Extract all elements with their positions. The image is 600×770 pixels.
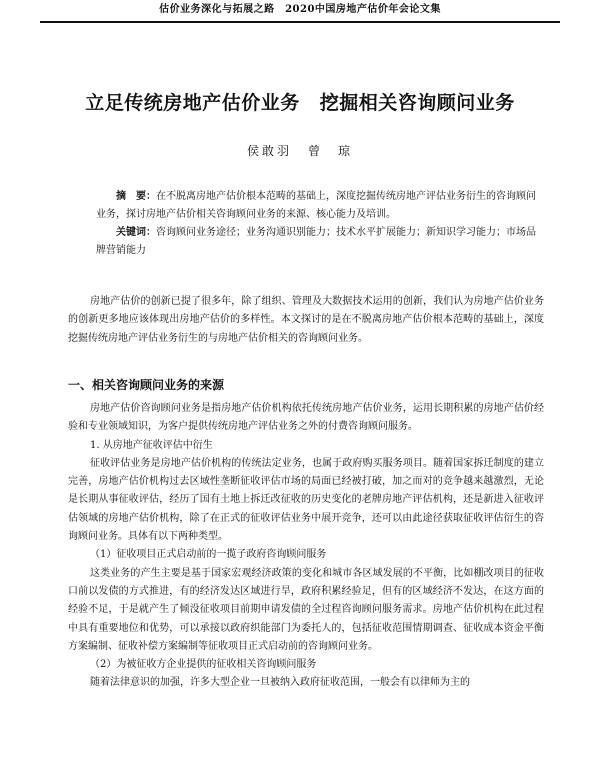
abstract-label: 摘 要： [116,191,156,202]
authors [0,142,600,159]
keywords-text: 咨询顾问业务途径；业务沟通识别能力；技术水平扩展能力；新知识学习能力；市场品牌营销能力 [96,227,536,256]
title-part-1: 立足传统房地产估价业务 [85,92,300,114]
subsubsection-2-paragraph: 随着法律意识的加强，许多大型企业一旦被纳入政府征收范围，一般会有以律师为主的 [90,677,470,689]
author-1: 侯敢羽 [246,144,292,158]
keywords-label: 关键词： [116,227,156,238]
header-rule [40,21,560,23]
article-title [0,88,600,115]
abstract-block [96,188,541,260]
subsection-1-heading: 1. 从房地产征收评估中衍生 [90,439,213,451]
section-1-body [68,400,544,693]
title-part-2: 挖掘相关咨询顾问业务 [319,92,515,114]
section-1-paragraph-1: 房地产估价咨询顾问业务是指房地产估价机构依托传统房地产估价业务，运用长期积累的房地产估价经验和专业领域知识，为客户提供传统房地产评估业务之外的付费咨询顾问服务。 [68,403,544,433]
intro-block [68,293,544,348]
abstract-text: 在不脱离房地产估价根本范畴的基础上，深度挖掘传统房地产评估业务衍生的咨询顾问业务，探讨房地产估价相关咨询顾问业务的来源、核心能力及培训。 [96,191,536,220]
intro-paragraph: 房地产估价的创新已提了很多年，除了组织、管理及大数据技术运用的创新，我们认为房地产估价业务的创新更多地应该体现出房地产估价的多样性。本文探讨的是在不脱离房地产估价根本范畴的基础上，深度挖掘传统房地产评估业务衍生的与房地产估价相关的咨询顾问业务。 [68,296,544,344]
subsection-1-paragraph: 征收评估业务是房地产估价机构的传统法定业务，也属于政府购买服务项目。随着国家拆迁制度的建立完善，房地产估价机构过去区域性垄断征收评估市场的局面已经被打破，加之而对的竞争越来越激烈，无论是长期从事征收评估，经历了国有土地上拆迁改征收的历史变化的老牌房地产评估机构，还是新进入征收评估领域的房地产估价机构，除了在正式的征收评估业务中展开竞争，还可以由此途径获取征收评估衍生的咨询顾问业务。具体有以下两种类型。 [68,457,544,543]
subsubsection-2-heading: （2）为被征收方企业提供的征收相关咨询顾问服务 [90,659,317,671]
subsubsection-1-heading: （1）征收项目正式启动前的一揽子政府咨询顾问服务 [90,549,327,561]
section-1-heading: 一、相关咨询顾问业务的来源 [68,378,225,392]
running-header: 估价业务深化与拓展之路 2020中国房地产估价年会论文集 [159,4,441,15]
abstract [96,188,541,224]
author-2: 曾 琼 [308,144,354,158]
subsubsection-1-paragraph: 这类业务的产生主要是基于国家宏观经济政策的变化和城市各区域发展的不平衡，比如棚改项目的征收口前以发债的方式推进，有的经济发达区域进行旱，政府积累经验足，但有的区域经济不发达，在这方面的经验不足，于是就产生了倾没征收项目前期申请发债的全过程咨询顾问服务需求。房地产估价机构在此过程中具有重要地位和优势，可以承接以政府织能部门为委托人的，包括征收范围情期调查、征收成本资金平衡方案编制、征收补偿方案编制等征收项目正式启动前的咨询顾问业务。 [68,567,544,652]
keywords [96,224,541,260]
